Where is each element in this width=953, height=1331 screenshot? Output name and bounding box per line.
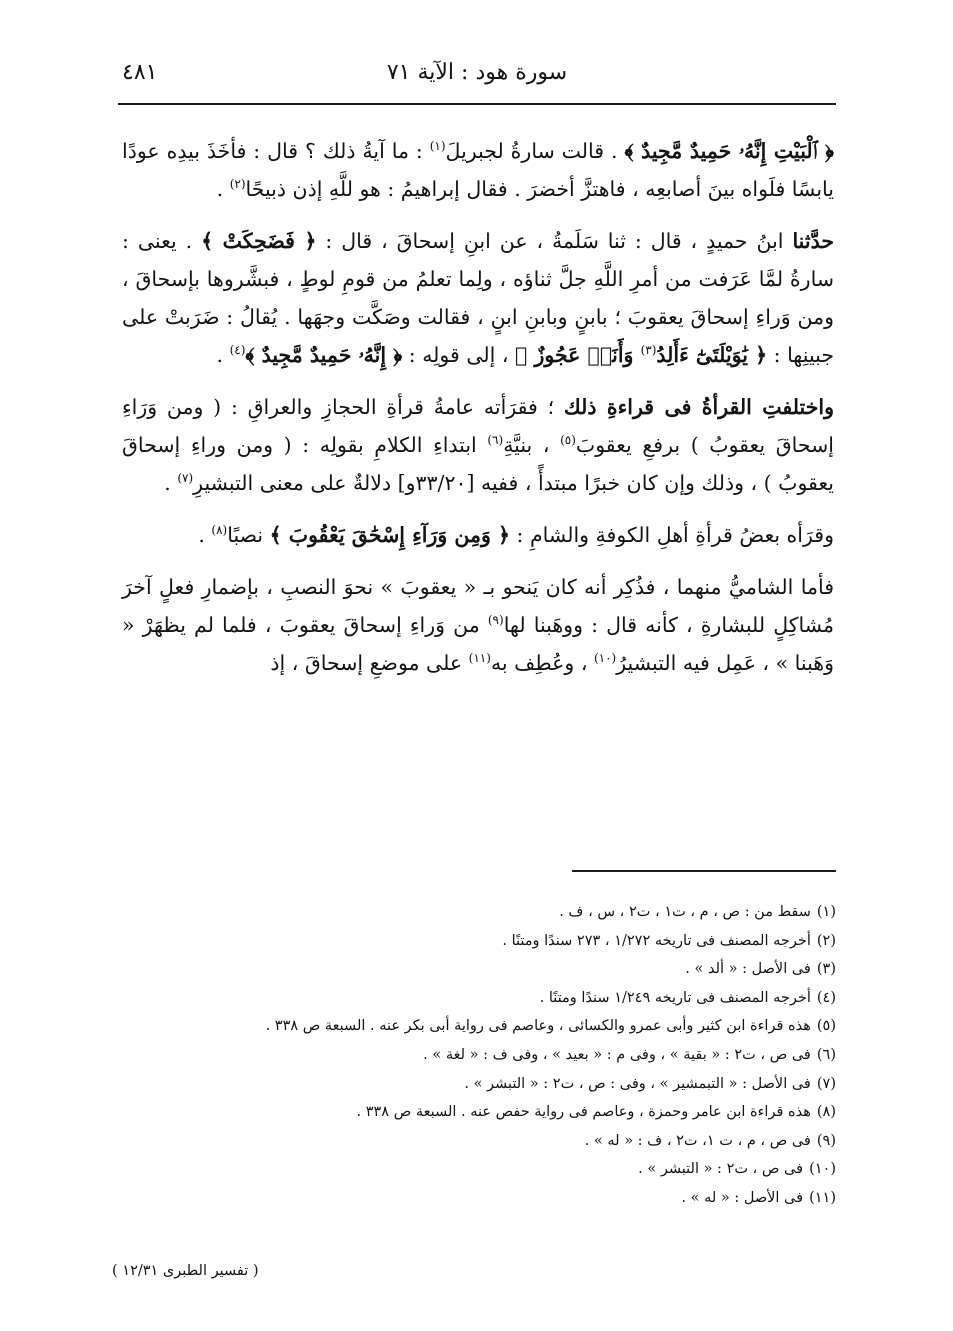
footnote-ref: (١): [429, 139, 446, 154]
footnote-number: (١٠): [809, 1161, 836, 1178]
footnote-item: [150, 1041, 836, 1070]
footnote-number: (٦): [816, 1046, 836, 1063]
main-text: [122, 132, 834, 696]
footnote-number: (٨): [816, 1104, 836, 1121]
paragraph-1: [122, 132, 834, 208]
footnote-ref: (٣): [640, 343, 657, 358]
footnote-text: فى الأصل : « التبمشير » ، وفى : ص ، ت٢ : « التبشر » .: [464, 1075, 811, 1092]
quran-verse: ﴿ وَمِن وَرَآءِ إِسْحَٰقَ يَعْقُوبَ ﴾: [269, 523, 511, 547]
text-run: .: [216, 343, 230, 367]
footnote-item: [150, 1184, 836, 1213]
running-header: [118, 58, 836, 98]
text-run: نصبًا: [227, 523, 270, 547]
paragraph-lead: حدَّثنا: [792, 229, 835, 253]
paragraph-2: [122, 222, 834, 374]
footnote-item: [150, 1098, 836, 1127]
footnote-number: (١): [816, 904, 836, 920]
quran-verse: ﴿ ٱلْبَيْتِ إِنَّهُۥ حَمِيدٌ مَّجِيدٌ ﴾: [624, 139, 834, 163]
footnote-item: [150, 1127, 836, 1156]
paragraph-3: [122, 388, 834, 502]
footnote-ref: (٤): [229, 343, 246, 358]
text-run: .: [198, 523, 212, 547]
text-run: .: [216, 177, 230, 201]
footnote-ref: (٩): [487, 613, 504, 628]
footnote-text: هذه قراءة ابن كثير وأبى عمرو والكسائى ، وعاصم فى رواية أبى بكر عنه . السبعة ص ٣٣٨ .: [265, 1018, 811, 1035]
quran-verse: وَأَنَا۠ عَجُوزٌ ﴾: [515, 343, 641, 367]
footnote-number: (١١): [809, 1189, 836, 1206]
volume-signature: ( تفسير الطبرى ١٢/٣١ ): [112, 1263, 259, 1279]
text-run: ، إلى قولِه :: [402, 343, 516, 367]
text-run: . يعنى : سارةُ لمَّا عَرَفت من أمرِ اللَّهِ جلَّ ثناؤه ، ولِما تعلمُ من قومِ لوطٍ ، فبشَّروها بإسحاقَ ، ومن وَراءِ إسحاقَ يعقوبَ ؛ بابنٍ وبابنِ ابنٍ ، فقالت وصَكَّت وجهَها . يُقالُ : ضَرَبتْ على جبينِها :: [122, 229, 834, 367]
text-run: . قالت سارةُ لجبريلَ: [445, 139, 625, 163]
footnote-item: [150, 1012, 836, 1041]
surah-title: سورة هود : الآية ٧١: [386, 60, 568, 85]
quran-verse: ﴿ يَٰوَيْلَتَىٰٓ ءَأَلِدُ: [656, 343, 768, 367]
footnote-number: (٩): [816, 1132, 836, 1149]
text-run: من وَراءِ إسحاقَ يعقوبَ ، فلما لم يظهَرْ « وَهَبنا » ، عَمِل فيه التبشيرُ: [122, 613, 834, 675]
footnote-number: (٣): [816, 961, 836, 978]
text-run: ابتداءِ الكلامِ بقولِه : ( ومن وراءِ إسحاقَ يعقوبُ ) ، وذلك وإن كان خبرًا مبتدأً ، ففيه [٣٣/٢٠و] دلالةٌ على معنى التبشيرِ: [122, 433, 834, 495]
footnote-number: (٥): [816, 1018, 836, 1035]
footnote-ref: (٢): [229, 177, 246, 192]
footnote-ref: (٧): [177, 471, 194, 486]
footnote-ref: (٥): [560, 433, 576, 448]
paragraph-5: [122, 568, 834, 682]
footnote-item: [150, 955, 836, 984]
footnote-ref: (٨): [211, 523, 228, 538]
footnote-text: فى الأصل : « ألد » .: [685, 961, 811, 978]
footnotes-list: [150, 898, 836, 1213]
footnote-item: [150, 898, 836, 927]
footnote-rule: [572, 870, 836, 872]
paragraph-4: [122, 516, 834, 554]
text-run: فأما الشاميُّ منهما ، فذُكِر أنه كان يَنحو بـ « يعقوبَ » نحوَ النصبِ ، بإضمارِ فعلٍ آخرَ مُشاكِلٍ للبشارةِ ، كأنه قال : ووهَبنا لها: [122, 575, 834, 637]
quran-verse: ﴿ إِنَّهُۥ حَمِيدٌ مَّجِيدٌ ﴾: [245, 343, 403, 367]
paragraph-lead: واختلفتِ القرأةُ فى قراءةِ ذلك: [563, 395, 834, 419]
footnote-text: سقط من : ص ، م ، ت١ ، ت٢ ، س ، ف .: [559, 904, 811, 920]
footnote-item: [150, 984, 836, 1013]
text-run: : ما آيةُ ذلك ؟ قال : فأخَذَ بيدِه عودًا يابسًا فلَواه بينَ أصابعِه ، فاهتزَّ أخضرَ . فقال إبراهيمُ : هو للَّهِ إذن ذبيحًا: [122, 139, 834, 201]
footnote-text: أخرجه المصنف فى تاريخه ١/٢٤٩ سندًا ومتنًا .: [539, 989, 811, 1006]
footnote-text: أخرجه المصنف فى تاريخه ١/٢٧٢ ، ٢٧٣ سندًا ومتنًا .: [502, 932, 811, 949]
footnote-number: (٤): [816, 989, 836, 1006]
footnote-ref: (١٠): [593, 651, 617, 666]
page-number: ٤٨١: [122, 60, 158, 85]
footnote-item: [150, 1070, 836, 1099]
footnote-text: فى ص ، ت٢ : « التبشر » .: [638, 1161, 804, 1178]
footnote-text: فى ص ، ت٢ : « بقية » ، وفى م : « بعيد » ، وفى ف : « لغة » .: [423, 1046, 811, 1063]
text-run: ؛ فقرَأته عامةُ قرأةِ الحجازِ والعراقِ : ( ومن وَرَاءِ إسحاقَ يعقوبُ ) برفعِ يعقوبَ: [122, 395, 834, 457]
text-run: وقرَأه بعضُ قرأةِ أهلِ الكوفةِ والشامِ :: [510, 523, 834, 547]
footnote-number: (٧): [816, 1075, 836, 1092]
footnote-text: فى ص ، م ، ت ١، ت٢ ، ف : « له » .: [584, 1132, 811, 1149]
footnote-ref: (١١): [468, 651, 491, 666]
quran-verse: ﴿ فَضَحِكَتْ ﴾: [201, 229, 317, 253]
text-run: ، وعُطِف به: [490, 651, 594, 675]
footnote-ref: (٦): [487, 433, 504, 448]
text-run: على موضعِ إسحاقَ ، إذ: [270, 651, 469, 675]
footnote-text: هذه قراءة ابن عامر وحمزة ، وعاصم فى رواية حفص عنه . السبعة ص ٣٣٨ .: [356, 1104, 811, 1121]
footnote-item: [150, 927, 836, 956]
header-rule: [118, 103, 836, 105]
text-run: ، بنيَّةِ: [503, 433, 561, 457]
footnote-item: [150, 1155, 836, 1184]
text-run: ابنُ حميدٍ ، قال : ثنا سَلَمةُ ، عن ابنِ إسحاقَ ، قال :: [316, 229, 793, 253]
footnote-text: فى الأصل : « له » .: [681, 1189, 804, 1206]
footnote-number: (٢): [816, 932, 836, 949]
text-run: .: [164, 471, 178, 495]
